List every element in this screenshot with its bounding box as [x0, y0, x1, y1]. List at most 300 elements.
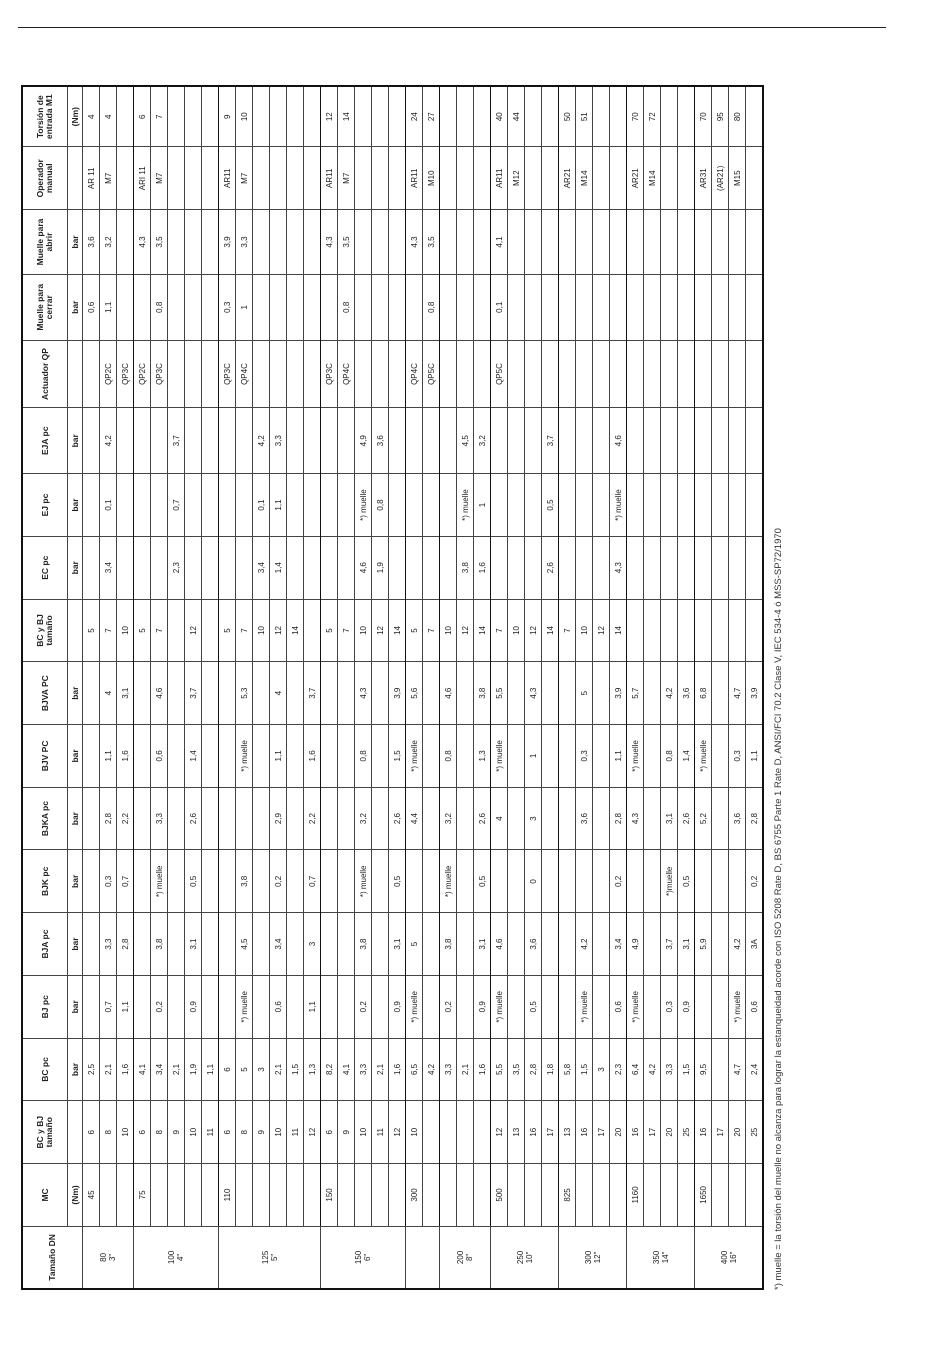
- data-cell: 20: [729, 1101, 746, 1164]
- data-cell: [338, 913, 355, 976]
- data-cell: [576, 210, 593, 275]
- data-cell: [593, 147, 610, 210]
- data-cell: 2,1: [168, 1038, 185, 1101]
- unit-header: bar: [68, 274, 83, 340]
- data-cell: 1,8: [542, 1038, 559, 1101]
- data-cell: 11: [202, 1101, 219, 1164]
- table-row: [185, 86, 202, 1289]
- column-header: Tamaño DN: [22, 1226, 83, 1289]
- data-cell: [83, 725, 100, 788]
- data-cell: [219, 850, 236, 913]
- data-cell: [746, 408, 764, 474]
- data-cell: QP3C: [219, 340, 236, 408]
- data-cell: 1,1: [202, 1038, 219, 1101]
- data-cell: *) muelle: [576, 975, 593, 1038]
- data-cell: [508, 210, 525, 275]
- data-cell: [644, 850, 661, 913]
- data-cell: 5: [219, 599, 236, 662]
- data-cell: 16: [627, 1101, 644, 1164]
- data-cell: [168, 340, 185, 408]
- data-cell: [406, 536, 423, 599]
- data-cell: 3,1: [678, 913, 695, 976]
- unit-header: [68, 1101, 83, 1164]
- data-cell: [457, 975, 474, 1038]
- data-cell: AR11: [406, 147, 423, 210]
- data-cell: [440, 474, 457, 537]
- data-cell: 5,8: [559, 1038, 576, 1101]
- data-cell: [185, 147, 202, 210]
- data-cell: 5,3: [236, 662, 253, 725]
- data-cell: [525, 474, 542, 537]
- data-cell: 7: [338, 599, 355, 662]
- table-row: [202, 86, 219, 1289]
- data-cell: [185, 474, 202, 537]
- data-cell: 1,1: [270, 725, 287, 788]
- data-cell: 2,6: [185, 787, 202, 850]
- data-cell: *) muelle: [627, 725, 644, 788]
- data-cell: 17: [542, 1101, 559, 1164]
- data-cell: 2,8: [746, 787, 764, 850]
- data-cell: [151, 1164, 168, 1227]
- top-rule: [18, 27, 886, 28]
- header-row: [22, 86, 68, 1289]
- data-cell: [202, 725, 219, 788]
- data-cell: [593, 210, 610, 275]
- data-cell: M14: [644, 147, 661, 210]
- data-cell: [134, 662, 151, 725]
- data-cell: [372, 147, 389, 210]
- data-cell: [372, 725, 389, 788]
- data-cell: 1,1: [100, 725, 117, 788]
- data-cell: [117, 474, 134, 537]
- data-cell: 1,6: [304, 725, 321, 788]
- data-cell: 10: [270, 1101, 287, 1164]
- data-cell: [746, 274, 764, 340]
- data-cell: 4,6: [151, 662, 168, 725]
- data-cell: 3,5: [338, 210, 355, 275]
- data-cell: 1,6: [474, 536, 491, 599]
- table-row: [661, 86, 678, 1289]
- data-cell: 6: [134, 86, 151, 147]
- data-cell: 4,2: [423, 1038, 440, 1101]
- data-cell: [236, 787, 253, 850]
- data-cell: [372, 86, 389, 147]
- data-cell: 20: [610, 1101, 627, 1164]
- data-cell: QP4C: [236, 340, 253, 408]
- data-cell: 12: [491, 1101, 508, 1164]
- data-cell: [338, 474, 355, 537]
- data-cell: [661, 86, 678, 147]
- data-cell: [287, 1164, 304, 1227]
- data-cell: [355, 1164, 372, 1227]
- data-cell: [406, 474, 423, 537]
- data-cell: [661, 274, 678, 340]
- data-cell: [695, 340, 712, 408]
- data-cell: 2,8: [100, 787, 117, 850]
- data-cell: 0: [525, 850, 542, 913]
- data-cell: 3,2: [355, 787, 372, 850]
- data-cell: [304, 408, 321, 474]
- data-cell: [202, 86, 219, 147]
- data-cell: QP5C: [423, 340, 440, 408]
- dn-size-cell: 200 8": [440, 1226, 491, 1289]
- data-cell: 1: [474, 474, 491, 537]
- data-cell: [695, 599, 712, 662]
- data-cell: [508, 850, 525, 913]
- data-cell: QP4C: [338, 340, 355, 408]
- data-cell: [457, 274, 474, 340]
- data-cell: [440, 210, 457, 275]
- data-cell: [83, 787, 100, 850]
- data-cell: [202, 274, 219, 340]
- dn-size-cell: 250 10": [491, 1226, 559, 1289]
- data-cell: 9: [338, 1101, 355, 1164]
- data-cell: 3,1: [185, 913, 202, 976]
- data-cell: [644, 787, 661, 850]
- data-cell: [474, 1101, 491, 1164]
- data-cell: [593, 274, 610, 340]
- data-cell: 3,7: [304, 662, 321, 725]
- data-cell: [168, 147, 185, 210]
- data-cell: [304, 474, 321, 537]
- data-cell: [287, 850, 304, 913]
- unit-header: (Nm): [68, 86, 83, 147]
- data-cell: [219, 408, 236, 474]
- data-cell: [423, 913, 440, 976]
- unit-header: bar: [68, 913, 83, 976]
- data-cell: [712, 913, 729, 976]
- data-cell: 10: [236, 86, 253, 147]
- data-cell: [610, 86, 627, 147]
- column-header: Operador manual: [22, 147, 68, 210]
- data-cell: 6,4: [627, 1038, 644, 1101]
- data-cell: [695, 408, 712, 474]
- column-header: BJVA PC: [22, 662, 68, 725]
- data-cell: [287, 340, 304, 408]
- table-row: [508, 86, 525, 1289]
- data-cell: 5: [406, 913, 423, 976]
- data-cell: [746, 599, 764, 662]
- data-cell: [610, 1164, 627, 1227]
- data-cell: AR31: [695, 147, 712, 210]
- data-cell: 50: [559, 86, 576, 147]
- data-cell: [440, 1164, 457, 1227]
- data-cell: [729, 536, 746, 599]
- data-cell: [321, 850, 338, 913]
- data-cell: 95: [712, 86, 729, 147]
- data-cell: 0,2: [355, 975, 372, 1038]
- data-cell: [627, 474, 644, 537]
- table-row: [117, 86, 134, 1289]
- data-cell: 12: [185, 599, 202, 662]
- table-row: [457, 86, 474, 1289]
- data-cell: 0,8: [338, 274, 355, 340]
- data-cell: [304, 340, 321, 408]
- data-cell: 1,1: [117, 975, 134, 1038]
- data-cell: 12: [593, 599, 610, 662]
- data-cell: 1,5: [389, 725, 406, 788]
- data-cell: [117, 408, 134, 474]
- data-cell: 10: [406, 1101, 423, 1164]
- data-cell: [185, 536, 202, 599]
- data-cell: [729, 274, 746, 340]
- data-cell: 0,1: [100, 474, 117, 537]
- data-cell: [338, 1164, 355, 1227]
- data-cell: [661, 147, 678, 210]
- data-cell: 10: [253, 599, 270, 662]
- data-cell: 3,9: [219, 210, 236, 275]
- data-cell: 3,8: [440, 913, 457, 976]
- data-cell: [168, 1164, 185, 1227]
- data-cell: 1,6: [389, 1038, 406, 1101]
- data-cell: [712, 662, 729, 725]
- data-cell: [253, 662, 270, 725]
- data-cell: [321, 474, 338, 537]
- data-cell: 3: [593, 1038, 610, 1101]
- data-cell: [627, 408, 644, 474]
- data-cell: 2,6: [389, 787, 406, 850]
- table-row: [372, 86, 389, 1289]
- data-cell: *) muelle: [695, 725, 712, 788]
- data-cell: [287, 787, 304, 850]
- dn-size-cell: 100 4": [134, 1226, 219, 1289]
- data-cell: [644, 536, 661, 599]
- data-cell: 3,3: [355, 1038, 372, 1101]
- data-cell: [525, 86, 542, 147]
- data-cell: 10: [440, 599, 457, 662]
- data-cell: [117, 210, 134, 275]
- data-cell: 0,5: [542, 474, 559, 537]
- data-cell: *) muelle: [491, 975, 508, 1038]
- dn-size-cell: 80 3": [83, 1226, 134, 1289]
- data-cell: [661, 340, 678, 408]
- data-cell: 3,1: [117, 662, 134, 725]
- data-cell: [576, 536, 593, 599]
- data-cell: [423, 725, 440, 788]
- data-cell: [202, 913, 219, 976]
- data-cell: [389, 274, 406, 340]
- data-cell: [712, 725, 729, 788]
- data-cell: 3,3: [236, 210, 253, 275]
- data-cell: 17: [712, 1101, 729, 1164]
- data-cell: [712, 340, 729, 408]
- data-cell: [270, 210, 287, 275]
- data-cell: 0,7: [168, 474, 185, 537]
- data-cell: 16: [695, 1101, 712, 1164]
- data-cell: 0,8: [355, 725, 372, 788]
- data-cell: [508, 408, 525, 474]
- data-cell: [423, 1164, 440, 1227]
- data-cell: 0,5: [678, 850, 695, 913]
- data-cell: 4,7: [729, 662, 746, 725]
- table-row: [678, 86, 695, 1289]
- data-cell: 17: [593, 1101, 610, 1164]
- data-cell: QP4C: [406, 340, 423, 408]
- data-cell: [83, 975, 100, 1038]
- table-row: [644, 86, 661, 1289]
- data-cell: [440, 1101, 457, 1164]
- data-cell: [338, 536, 355, 599]
- data-cell: [678, 474, 695, 537]
- data-cell: [712, 975, 729, 1038]
- data-cell: [372, 913, 389, 976]
- data-cell: M14: [576, 147, 593, 210]
- data-cell: [236, 536, 253, 599]
- data-cell: [338, 662, 355, 725]
- table-row: [610, 86, 627, 1289]
- data-cell: [593, 662, 610, 725]
- data-cell: 7: [151, 599, 168, 662]
- data-cell: [678, 536, 695, 599]
- data-cell: 0,9: [185, 975, 202, 1038]
- data-cell: [474, 147, 491, 210]
- data-cell: [117, 86, 134, 147]
- data-cell: [202, 536, 219, 599]
- data-cell: [134, 536, 151, 599]
- data-cell: [457, 787, 474, 850]
- data-cell: [542, 850, 559, 913]
- data-cell: *) muelle: [151, 850, 168, 913]
- table-row: [593, 86, 610, 1289]
- data-cell: [134, 850, 151, 913]
- table-row: [542, 86, 559, 1289]
- data-cell: [202, 1164, 219, 1227]
- data-cell: [457, 86, 474, 147]
- data-cell: 6,5: [406, 1038, 423, 1101]
- data-cell: [525, 147, 542, 210]
- data-cell: [457, 725, 474, 788]
- data-cell: 0,2: [440, 975, 457, 1038]
- column-header: Muelle para cerrar: [22, 274, 68, 340]
- data-cell: [729, 340, 746, 408]
- data-cell: 2,8: [117, 913, 134, 976]
- data-cell: [525, 408, 542, 474]
- data-cell: [355, 340, 372, 408]
- data-cell: [542, 725, 559, 788]
- data-cell: [168, 787, 185, 850]
- data-cell: 5: [83, 599, 100, 662]
- data-cell: 3,2: [474, 408, 491, 474]
- data-cell: 40: [491, 86, 508, 147]
- data-cell: 4,2: [661, 662, 678, 725]
- data-cell: 0,8: [423, 274, 440, 340]
- data-cell: [287, 86, 304, 147]
- data-cell: 5,5: [491, 1038, 508, 1101]
- data-cell: 110: [219, 1164, 236, 1227]
- data-cell: 2,9: [270, 787, 287, 850]
- data-cell: [304, 210, 321, 275]
- data-cell: 8: [236, 1101, 253, 1164]
- column-header: BC y BJ tamaño: [22, 1101, 68, 1164]
- data-cell: [746, 474, 764, 537]
- data-cell: [219, 913, 236, 976]
- data-cell: 1160: [627, 1164, 644, 1227]
- data-cell: [253, 274, 270, 340]
- data-cell: [610, 210, 627, 275]
- data-cell: 0,5: [474, 850, 491, 913]
- dn-size-cell: 125 5": [219, 1226, 321, 1289]
- data-cell: 10: [576, 599, 593, 662]
- data-cell: [151, 408, 168, 474]
- data-cell: [355, 86, 372, 147]
- data-cell: [219, 725, 236, 788]
- column-header: BJKA pc: [22, 787, 68, 850]
- data-cell: 4,5: [457, 408, 474, 474]
- data-cell: [644, 599, 661, 662]
- data-cell: QP2C: [134, 340, 151, 408]
- data-cell: [508, 474, 525, 537]
- data-cell: 0,7: [117, 850, 134, 913]
- data-cell: 2,4: [746, 1038, 764, 1101]
- data-cell: [338, 408, 355, 474]
- data-cell: [321, 274, 338, 340]
- data-cell: [559, 274, 576, 340]
- column-header: BC y BJ tamaño: [22, 599, 68, 662]
- data-cell: M7: [236, 147, 253, 210]
- data-cell: *) muelle: [440, 850, 457, 913]
- data-cell: [593, 787, 610, 850]
- data-cell: [746, 1164, 764, 1227]
- data-cell: [202, 147, 219, 210]
- data-cell: [712, 408, 729, 474]
- data-cell: [440, 408, 457, 474]
- data-cell: [83, 408, 100, 474]
- data-cell: [168, 274, 185, 340]
- data-cell: [576, 1164, 593, 1227]
- data-cell: 3,3: [270, 408, 287, 474]
- data-cell: [593, 1164, 610, 1227]
- unit-header: bar: [68, 408, 83, 474]
- data-cell: 3,6: [372, 408, 389, 474]
- data-cell: [185, 1164, 202, 1227]
- data-cell: 4,2: [729, 913, 746, 976]
- data-cell: [134, 913, 151, 976]
- data-cell: M7: [338, 147, 355, 210]
- table-row: [236, 86, 253, 1289]
- data-cell: 2,3: [168, 536, 185, 599]
- data-cell: 9: [168, 1101, 185, 1164]
- rotated-page: [21, 85, 784, 1290]
- data-cell: 2,6: [542, 536, 559, 599]
- dn-size-cell: 300 12": [559, 1226, 627, 1289]
- data-cell: [661, 536, 678, 599]
- data-cell: 2,8: [525, 1038, 542, 1101]
- data-cell: [542, 975, 559, 1038]
- data-cell: 0,3: [729, 725, 746, 788]
- data-cell: [474, 1164, 491, 1227]
- data-cell: [559, 787, 576, 850]
- data-cell: [593, 474, 610, 537]
- data-cell: [593, 536, 610, 599]
- data-cell: 3,6: [729, 787, 746, 850]
- data-cell: 1,1: [610, 725, 627, 788]
- data-cell: QP3C: [151, 340, 168, 408]
- data-cell: [168, 86, 185, 147]
- data-cell: M15: [729, 147, 746, 210]
- data-cell: 4,4: [406, 787, 423, 850]
- data-cell: ARI 11: [134, 147, 151, 210]
- data-cell: 12: [372, 599, 389, 662]
- data-cell: [389, 474, 406, 537]
- data-cell: [661, 408, 678, 474]
- data-cell: 1,6: [474, 1038, 491, 1101]
- data-cell: 5,7: [627, 662, 644, 725]
- data-cell: 10: [117, 1101, 134, 1164]
- data-cell: [695, 975, 712, 1038]
- data-cell: [712, 1038, 729, 1101]
- data-cell: [253, 147, 270, 210]
- data-cell: 0,3: [661, 975, 678, 1038]
